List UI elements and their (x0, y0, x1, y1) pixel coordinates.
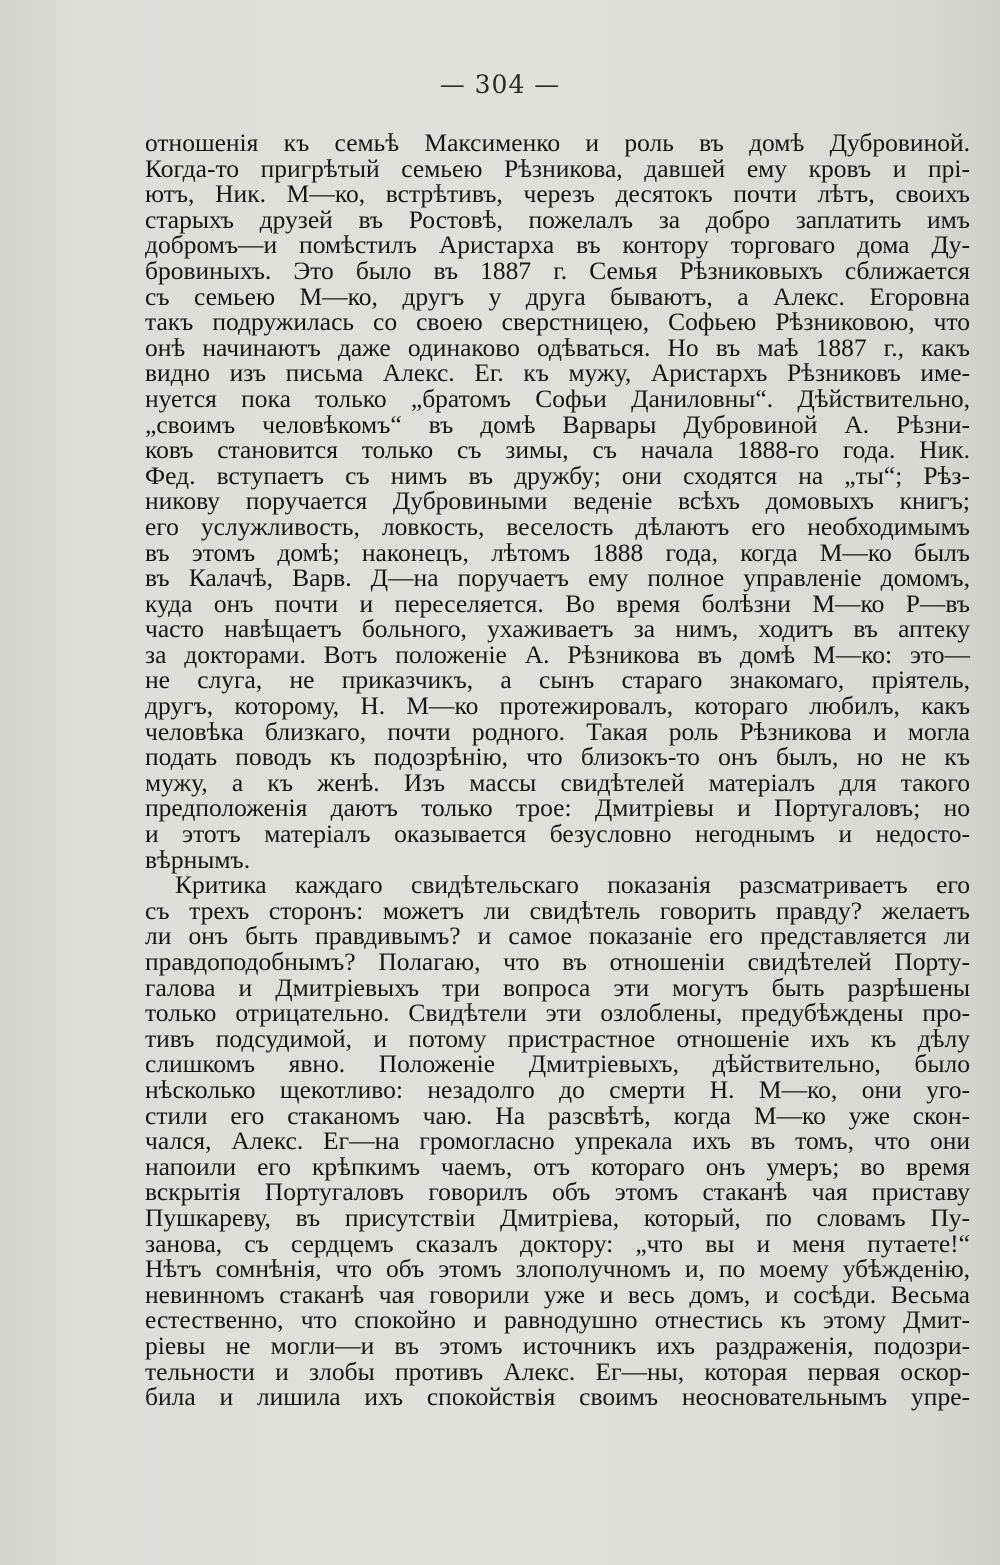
text-line: ріевы не могли—и въ этомъ источникъ ихъ раздраженія, подозри- (145, 1330, 970, 1360)
text-line: ковъ становится только съ зимы, съ начала 1888-го года. Ник. (145, 435, 970, 465)
text-line: въ этомъ домѣ; наконецъ, лѣтомъ 1888 года, когда М—ко былъ (145, 537, 970, 567)
text-line: отношенія къ семьѣ Максименко и роль въ домѣ Дубровиной. (145, 128, 970, 157)
text-line: его услужливость, ловкость, веселость дѣлаютъ его необходимымъ (145, 511, 970, 541)
text-line: человѣка близкаго, почти родного. Такая роль Рѣзникова и могла (145, 716, 970, 746)
text-line: вскрытія Португаловъ говорилъ объ этомъ стаканѣ чая приставу (145, 1177, 970, 1207)
text-line: только отрицательно. Свидѣтели эти озлоблены, предубѣждены про- (145, 998, 970, 1028)
text-line: куда онъ почти и переселяется. Во время болѣзни М—ко Р—въ (145, 588, 970, 618)
text-line: напоили его крѣпкимъ чаемъ, отъ котораго онъ умеръ; во время (145, 1151, 970, 1181)
body-text (145, 130, 970, 1410)
text-line: съ трехъ сторонъ: можетъ ли свидѣтель говорить правду? желаетъ (145, 895, 970, 925)
page-number: — 304 — (439, 70, 561, 99)
text-line: нѣсколько щекотливо: незадолго до смерти Н. М—ко, они уго- (145, 1074, 970, 1104)
text-line: старыхъ друзей въ Ростовѣ, пожелалъ за добро заплатить имъ (145, 204, 970, 234)
text-line: галова и Дмитріевыхъ три вопроса эти могутъ быть разрѣшены (145, 972, 970, 1002)
text-line: съ семьею М—ко, другъ у друга бываютъ, а Алекс. Егоровна (145, 281, 970, 311)
text-line: за докторами. Вотъ положеніе А. Рѣзникова въ домѣ М—ко: это— (145, 639, 970, 669)
text-line: добромъ—и помѣстилъ Аристарха въ контору торговаго дома Ду- (145, 230, 970, 260)
text-line: правдоподобнымъ? Полагаю, что въ отношеніи свидѣтелей Порту- (145, 947, 970, 976)
text-line: чался, Алекс. Ег—на громогласно упрекала ихъ въ томъ, что они (145, 1126, 970, 1156)
text-line: другъ, которому, Н. М—ко протежировалъ, котораго любилъ, какъ (145, 691, 970, 721)
text-line: въ Калачѣ, Варв. Д—на поручаетъ ему полное управленіе домомъ, (145, 563, 970, 593)
text-line: часто навѣщаетъ больного, ухаживаетъ за нимъ, ходитъ въ аптеку (145, 614, 970, 644)
text-line: никову поручается Дубровиными веденіе всѣхъ домовыхъ книгъ; (145, 486, 970, 516)
text-line: Фед. вступаетъ съ нимъ въ дружбу; они сходятся на „ты“; Рѣз- (145, 460, 970, 490)
text-line: била и лишила ихъ спокойствія своимъ неосновательнымъ упре- (145, 1382, 970, 1412)
text-line: такъ подружилась со своею сверстницею, Софьею Рѣзниковою, что (145, 307, 970, 337)
text-line: предположенія даютъ только трое: Дмитріевы и Португаловъ; но (145, 793, 970, 823)
text-line: не слуга, не приказчикъ, а сынъ стараго знакомаго, пріятель, (145, 665, 970, 695)
text-line: ютъ, Ник. М—ко, встрѣтивъ, черезъ десятокъ почти лѣтъ, своихъ (145, 179, 970, 209)
text-line: занова, съ сердцемъ сказалъ доктору: „что вы и меня путаете!“ (145, 1228, 970, 1258)
text-line: видно изъ письма Алекс. Ег. къ мужу, Аристархъ Рѣзниковъ име- (145, 358, 970, 388)
text-line: тивъ подсудимой, и потому пристрастное отношеніе ихъ къ дѣлу (145, 1023, 970, 1053)
text-line: Критика каждаго свидѣтельскаго показанія разсматриваетъ его (175, 870, 970, 900)
text-line: стили его стаканомъ чаю. На разсвѣтѣ, когда М—ко уже скон- (145, 1100, 970, 1130)
text-line: „своимъ человѣкомъ“ въ домѣ Варвары Дубровиной А. Рѣзни- (145, 409, 970, 439)
text-line: тельности и злобы противъ Алекс. Ег—ны, которая первая оскор- (145, 1356, 970, 1386)
text-line: Нѣтъ сомнѣнія, что объ этомъ злополучномъ и, по моему убѣжденію, (145, 1254, 970, 1284)
text-line: и этотъ матеріалъ оказывается безусловно негоднымъ и недосто- (145, 819, 970, 849)
text-line: слишкомъ явно. Положеніе Дмитріевыхъ, дѣйствительно, было (145, 1049, 970, 1079)
text-line: Когда-то пригрѣтый семьею Рѣзникова, давшей ему кровъ и прі- (145, 153, 970, 183)
text-line: нуется пока только „братомъ Софьи Даниловны“. Дѣйствительно, (145, 383, 970, 413)
text-line: естественно, что спокойно и равнодушно отнестись къ этому Дмит- (145, 1305, 970, 1335)
text-line: подать поводъ къ подозрѣнію, что близокъ-то онъ былъ, но не къ (145, 742, 970, 772)
text-line: бровиныхъ. Это было въ 1887 г. Семья Рѣзниковыхъ сближается (145, 255, 970, 285)
text-line: мужу, а къ женѣ. Изъ массы свидѣтелей матеріалъ для такого (145, 767, 970, 797)
text-line: Пушкареву, въ присутствіи Дмитріева, который, по словамъ Пу- (145, 1202, 970, 1232)
text-line: ли онъ быть правдивымъ? и самое показаніе его представляется ли (145, 921, 970, 951)
text-line: онѣ начинаютъ даже одинаково одѣваться. Но въ маѣ 1887 г., какъ (145, 332, 970, 362)
text-line: вѣрнымъ. (145, 844, 251, 874)
text-line: невинномъ стаканѣ чая говорили уже и весь домъ, и сосѣди. Весьма (145, 1279, 970, 1309)
